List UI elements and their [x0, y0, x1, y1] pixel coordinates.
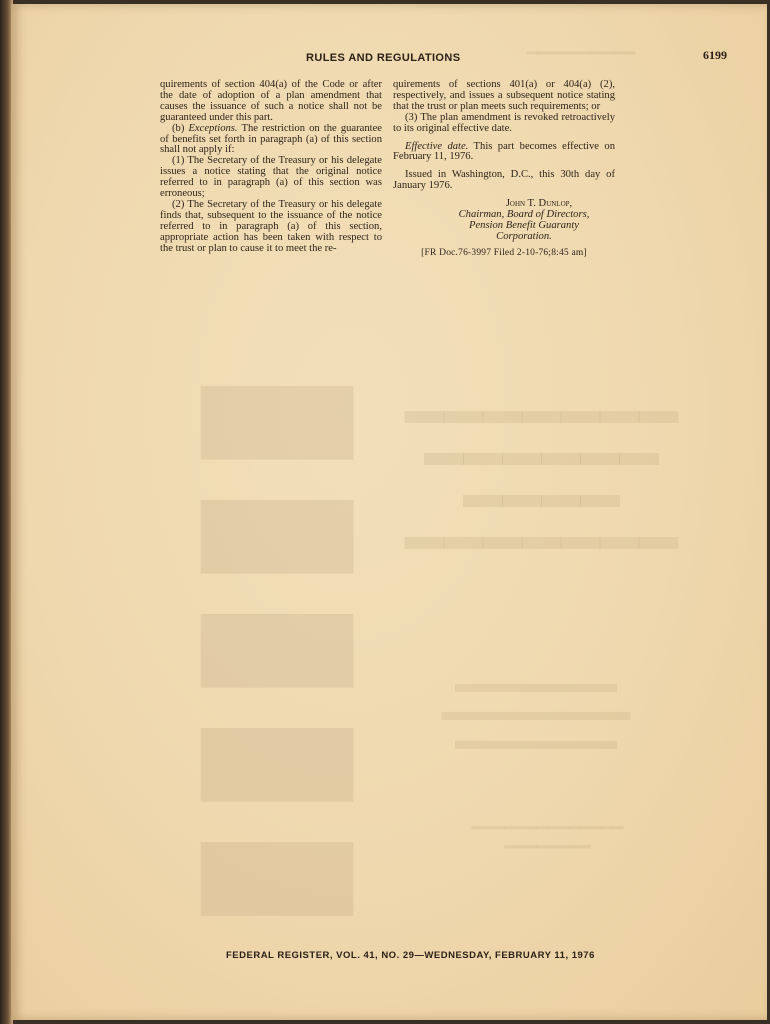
section-heading: Exceptions.	[188, 122, 238, 134]
left-column	[160, 80, 382, 255]
section-heading: Effective date.	[405, 140, 469, 152]
page-footer: FEDERAL REGISTER, VOL. 41, NO. 29—WEDNESDAY, FEBRUARY 11, 1976	[226, 950, 595, 961]
paragraph: (2) The Secretary of the Treasury or his delegate finds that, subsequent to the issuance of the notice referred to in paragraph (a) of this section, appropriate action has been taken with respect to the trust or plan to cause it to meet the re-	[160, 198, 382, 254]
show-through-ghost-text: ▮▮▮▮▮	[149, 363, 372, 934]
show-through-ghost-caption: ━━━━━━━━━━━━━━ ━━━━━━━━	[470, 818, 622, 857]
signatory-title: Corporation.	[496, 230, 552, 242]
document-page	[11, 4, 767, 1020]
signatory-title: Pension Benefit Guaranty	[468, 219, 580, 231]
effective-date-paragraph: Effective date. This part becomes effective on February 11, 1976.	[393, 140, 615, 163]
show-through-ghost-header: ━━━━━━━━━━	[526, 43, 636, 63]
fr-document-citation: [FR Doc.76-3997 Filed 2-10-76;8:45 am]	[421, 247, 587, 258]
paragraph: (3) The plan amendment is revoked retroactively to its original effective date.	[393, 111, 615, 134]
paragraph: (1) The Secretary of the Treasury or his delegate issues a notice stating that the original notice referred to in paragraph (a) of this section was erroneous;	[160, 155, 382, 200]
signatory-title: Chairman, Board of Directors,	[458, 209, 590, 221]
issued-statement: Issued in Washington, D.C., this 30th day of January 1976.	[393, 169, 615, 192]
show-through-ghost-subtitle: ▬▬▬▬▬▬ ▬▬▬▬▬▬▬ ▬▬▬▬▬▬	[441, 668, 631, 755]
paragraph: quirements of sections 401(a) or 404(a) (2), respectively, and issues a subsequent notice stating that the trust or plan meets such requirements; or	[393, 79, 615, 112]
show-through-ghost-title: ▬▬▬▬▬▬▬ ▬▬▬▬▬▬ ▬▬▬▬ ▬▬▬▬▬▬▬	[404, 388, 678, 558]
page-number: 6199	[703, 48, 727, 62]
paragraph: quirements of section 404(a) of the Code or after the date of adoption of a plan amendment that causes the issuance of such a notice shall not be guaranteed under this part.	[160, 79, 382, 123]
signatory-name: John T. Dunlop,	[505, 198, 573, 210]
paragraph-exceptions: (b) Exceptions. The restriction on the guarantee of benefits set forth in paragraph (a) of this section shall not apply if:	[160, 122, 382, 156]
right-column	[393, 80, 615, 259]
running-head: RULES AND REGULATIONS	[306, 52, 461, 64]
